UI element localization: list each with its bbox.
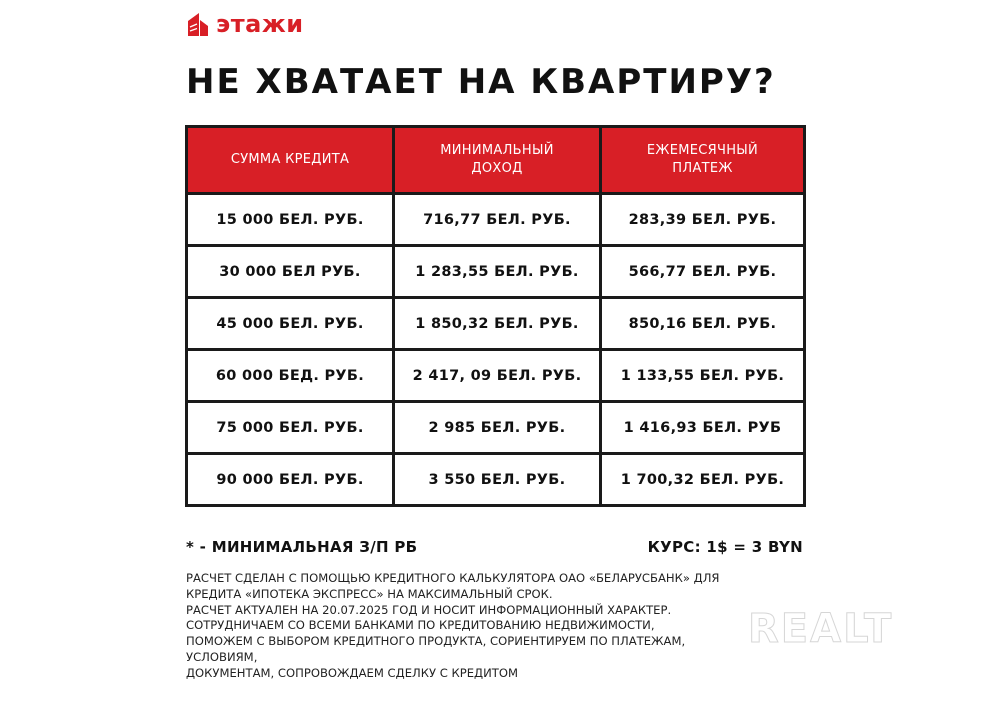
column-header: ЕЖЕМЕСЯЧНЫЙ ПЛАТЕЖ — [601, 127, 805, 194]
table-row — [187, 298, 805, 350]
monthly-payment-cell: 1 133,55 БЕЛ. РУБ. — [601, 350, 805, 402]
monthly-payment-cell: 1 700,32 БЕЛ. РУБ. — [601, 454, 805, 506]
table-row — [187, 402, 805, 454]
info-line: СОТРУДНИЧАЕМ СО ВСЕМИ БАНКАМИ ПО КРЕДИТОВАНИЮ НЕДВИЖИМОСТИ, — [186, 618, 655, 633]
info-line: ДОКУМЕНТАМ, СОПРОВОЖДАЕМ СДЕЛКУ С КРЕДИТОМ — [186, 665, 518, 680]
info-line: РАСЧЕТ АКТУАЛЕН НА 20.07.2025 ГОД И НОСИТ ИНФОРМАЦИОННЫЙ ХАРАКТЕР. — [186, 602, 672, 617]
table-row — [187, 454, 805, 506]
loan-amount-cell: 60 000 БЕД. РУБ. — [187, 350, 394, 402]
min-income-cell: 1 850,32 БЕЛ. РУБ. — [394, 298, 601, 350]
brand-name: этажи — [216, 10, 304, 38]
loan-amount-cell: 75 000 БЕЛ. РУБ. — [187, 402, 394, 454]
credit-table — [185, 125, 806, 507]
exchange-rate-note: КУРС: 1$ = 3 BYN — [647, 538, 803, 556]
min-income-cell: 1 283,55 БЕЛ. РУБ. — [394, 246, 601, 298]
loan-amount-cell: 15 000 БЕЛ. РУБ. — [187, 194, 394, 246]
loan-amount-cell: 90 000 БЕЛ. РУБ. — [187, 454, 394, 506]
info-line: УСЛОВИЯМ, — [186, 649, 258, 664]
info-line: КРЕДИТА «ИПОТЕКА ЭКСПРЕСС» НА МАКСИМАЛЬНЫЙ СРОК. — [186, 586, 553, 601]
loan-amount-cell: 30 000 БЕЛ РУБ. — [187, 246, 394, 298]
loan-amount-cell: 45 000 БЕЛ. РУБ. — [187, 298, 394, 350]
table-row — [187, 194, 805, 246]
monthly-payment-cell: 850,16 БЕЛ. РУБ. — [601, 298, 805, 350]
table-row — [187, 246, 805, 298]
column-header: СУММА КРЕДИТА — [187, 127, 394, 194]
watermark: REALT — [748, 606, 894, 652]
min-salary-note: * - МИНИМАЛЬНАЯ З/П РБ — [186, 538, 418, 556]
monthly-payment-cell: 283,39 БЕЛ. РУБ. — [601, 194, 805, 246]
table-header-row — [187, 127, 805, 194]
monthly-payment-cell: 566,77 БЕЛ. РУБ. — [601, 246, 805, 298]
min-income-cell: 716,77 БЕЛ. РУБ. — [394, 194, 601, 246]
column-header: МИНИМАЛЬНЫЙ ДОХОД — [394, 127, 601, 194]
page-title: НЕ ХВАТАЕТ НА КВАРТИРУ? — [186, 62, 776, 102]
min-income-cell: 3 550 БЕЛ. РУБ. — [394, 454, 601, 506]
table-row — [187, 350, 805, 402]
info-text — [186, 571, 806, 682]
info-line: ПОМОЖЕМ С ВЫБОРОМ КРЕДИТНОГО ПРОДУКТА, СОРИЕНТИРУЕМ ПО ПЛАТЕЖАМ, — [186, 634, 686, 649]
monthly-payment-cell: 1 416,93 БЕЛ. РУБ — [601, 402, 805, 454]
info-line: РАСЧЕТ СДЕЛАН С ПОМОЩЬЮ КРЕДИТНОГО КАЛЬКУЛЯТОРА ОАО «БЕЛАРУСБАНК» ДЛЯ — [186, 571, 720, 585]
min-income-cell: 2 417, 09 БЕЛ. РУБ. — [394, 350, 601, 402]
footnote-row — [186, 538, 803, 556]
brand-logo — [186, 10, 304, 38]
min-income-cell: 2 985 БЕЛ. РУБ. — [394, 402, 601, 454]
building-logo-icon — [186, 12, 210, 36]
